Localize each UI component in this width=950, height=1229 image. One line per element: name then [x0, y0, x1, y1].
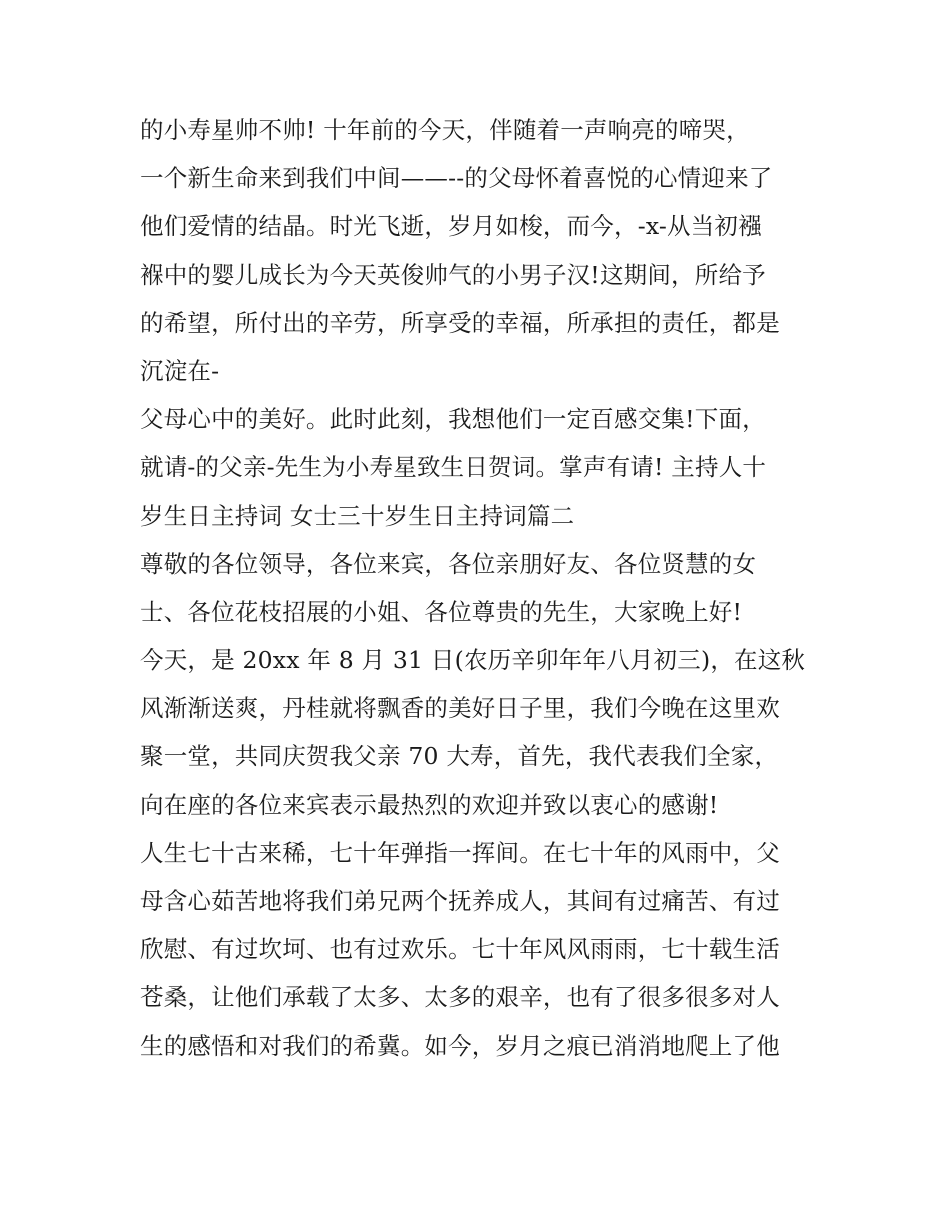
text-line: 母含心茹苦地将我们弟兄两个抚养成人，其间有过痛苦、有过 [140, 887, 780, 915]
text-line: 岁生日主持词 女士三十岁生日主持词篇二 [140, 501, 575, 530]
text-line: 生的感悟和对我们的希冀。如今，岁月之痕已消消地爬上了他 [140, 1031, 780, 1060]
text-line: 今天，是 20xx 年 8 月 31 日(农历辛卯年年八月初三)，在这秋 [140, 646, 806, 675]
text-line: 人生七十古来稀，七十年弹指一挥间。在七十年的风雨中，父 [140, 838, 780, 867]
text-line: 风渐渐送爽，丹桂就将飘香的美好日子里，我们今晚在这里欢 [140, 694, 780, 723]
text-line: 沉淀在- [140, 356, 220, 385]
text-line: 的小寿星帅不帅! 十年前的今天，伴随着一声响亮的啼哭， [140, 116, 750, 144]
text-line: 士、各位花枝招展的小姐、各位尊贵的先生，大家晚上好! [140, 597, 743, 626]
text-line: 欣慰、有过坎坷、也有过欢乐。七十年风风雨雨，七十载生活 [140, 935, 780, 964]
text-line: 尊敬的各位领导，各位来宾，各位亲朋好友、各位贤慧的女 [140, 549, 757, 578]
text-line: 他们爱情的结晶。时光飞逝，岁月如梭，而今，-x-从当初襁 [140, 212, 762, 241]
text-line: 父母心中的美好。此时此刻，我想他们一定百感交集!下面， [140, 405, 766, 434]
text-line: 一个新生命来到我们中间——--的父母怀着喜悦的心情迎来了 [140, 164, 773, 193]
text-line: 就请-的父亲-先生为小寿星致生日贺词。掌声有请! 主持人十 [140, 453, 767, 482]
text-line: 聚一堂，共同庆贺我父亲 70 大寿，首先，我代表我们全家， [140, 742, 779, 771]
text-line: 的希望，所付出的辛劳，所享受的幸福，所承担的责任，都是 [140, 308, 780, 337]
text-line: 褓中的婴儿成长为今天英俊帅气的小男子汉!这期间，所给予 [140, 260, 766, 289]
document-body [140, 106, 840, 1070]
text-line: 苍桑，让他们承载了太多、太多的艰辛，也有了很多很多对人 [140, 983, 780, 1012]
text-line: 向在座的各位来宾表示最热烈的欢迎并致以衷心的感谢! [140, 790, 719, 819]
